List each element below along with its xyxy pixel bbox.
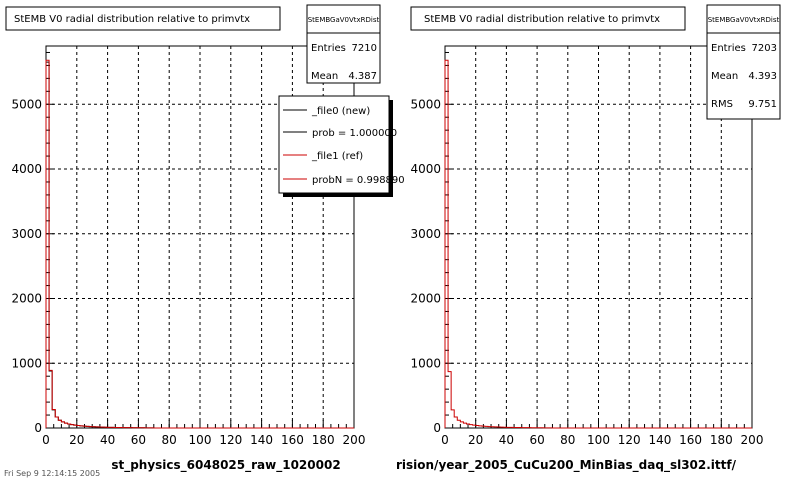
left-x-tick-160: 160	[280, 433, 304, 447]
left-x-tick-40: 40	[99, 433, 116, 447]
right-title: StEMB V0 radial distribution relative to primvtx	[424, 14, 661, 25]
right-y-tick-2000: 2000	[410, 291, 441, 306]
right-x-tick-100: 100	[587, 433, 610, 447]
right-x-tick-80: 80	[560, 433, 576, 447]
right-x-tick-20: 20	[468, 433, 484, 447]
left-x-tick-0: 0	[42, 433, 50, 447]
left-stats-entries-label: Entries	[311, 43, 346, 54]
legend-label-file0: _file0 (new)	[312, 106, 371, 117]
right-y-tick-3000: 3000	[410, 226, 441, 241]
left-x-tick-200: 200	[342, 433, 366, 447]
right-x-tick-60: 60	[529, 433, 545, 447]
right-stats-name: StEMBGaV0VtxRDist	[707, 16, 780, 24]
right-x-tick-40: 40	[498, 433, 515, 447]
left-stats-mean-label: Mean	[311, 71, 339, 82]
left-stats-mean-value: 4.387	[348, 71, 377, 82]
right-stats-mean-label: Mean	[711, 71, 739, 82]
right-x-axis-title: rision/year_2005_CuCu200_MinBias_daq_sl302.ittf/	[395, 458, 737, 472]
left-x-tick-60: 60	[130, 433, 147, 447]
left-x-tick-180: 180	[311, 433, 335, 447]
right-y-tick-5000: 5000	[410, 97, 441, 112]
right-y-tick-4000: 4000	[410, 162, 441, 177]
right-x-tick-0: 0	[441, 433, 449, 447]
left-x-tick-140: 140	[250, 433, 274, 447]
left-x-tick-100: 100	[188, 433, 212, 447]
left-histogram-pad	[6, 5, 405, 473]
left-stats-name: StEMBGaV0VtxRDist	[307, 16, 380, 24]
right-stats-rms-value: 9.751	[748, 99, 777, 110]
left-y-tick-2000: 2000	[11, 291, 42, 306]
left-y-tick-5000: 5000	[11, 97, 42, 112]
left-y-tick-1000: 1000	[11, 356, 42, 371]
right-histogram-pad	[396, 5, 780, 473]
right-stats-entries-label: Entries	[711, 43, 746, 54]
left-stats-entries-value: 7210	[351, 43, 377, 54]
left-x-axis-title: st_physics_6048025_raw_1020002	[111, 458, 341, 472]
footer-timestamp: Fri Sep 9 12:14:15 2005	[4, 469, 101, 478]
right-stats-entries-value: 7203	[751, 43, 777, 54]
left-y-tick-0: 0	[34, 421, 42, 435]
legend-label-file1: _file1 (ref)	[312, 151, 364, 162]
left-x-tick-80: 80	[161, 433, 177, 447]
legend-label-prob: prob = 1.000000	[312, 128, 398, 139]
right-x-tick-200: 200	[740, 433, 764, 447]
left-y-tick-3000: 3000	[11, 226, 42, 241]
right-stats-rms-label: RMS	[711, 99, 733, 110]
right-y-tick-1000: 1000	[410, 356, 441, 371]
legend-label-probn: probN = 0.998890	[312, 175, 405, 186]
right-stats-box	[707, 5, 780, 119]
left-x-tick-20: 20	[69, 433, 85, 447]
right-x-tick-140: 140	[648, 433, 672, 447]
right-x-tick-120: 120	[617, 433, 641, 447]
right-x-tick-160: 160	[679, 433, 703, 447]
right-stats-mean-value: 4.393	[748, 71, 777, 82]
left-y-tick-4000: 4000	[11, 162, 42, 177]
right-x-tick-180: 180	[709, 433, 733, 447]
left-legend	[279, 96, 405, 197]
right-y-tick-0: 0	[433, 421, 441, 435]
left-title: StEMB V0 radial distribution relative to primvtx	[14, 14, 251, 25]
left-x-tick-120: 120	[219, 433, 243, 447]
left-stats-box	[307, 5, 380, 83]
